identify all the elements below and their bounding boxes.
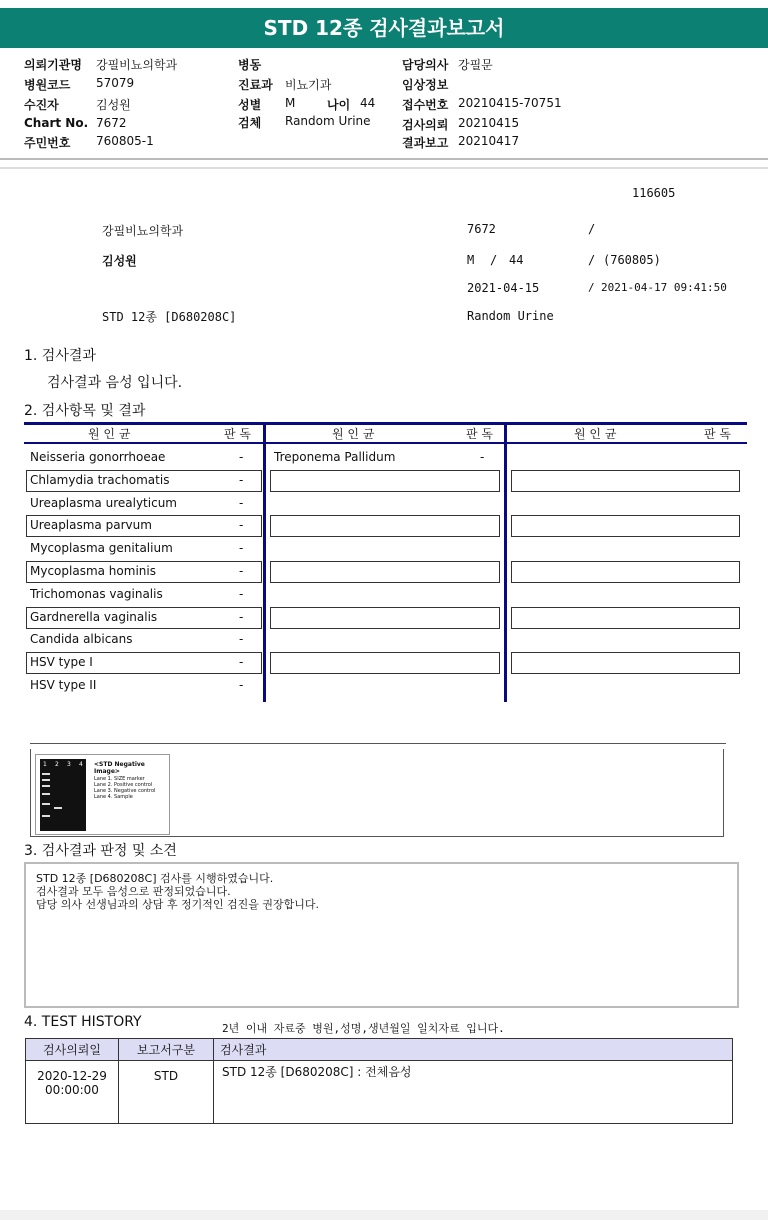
gel-band [42,815,50,817]
history-time: 00:00:00 [45,1083,99,1097]
gel-legend-item: Lane 2. Positive control [94,782,153,788]
divider [0,158,768,160]
summary-birth: (760805) [603,253,661,267]
summary-slash: / [588,281,595,294]
organism-name: Chlamydia trachomatis [30,473,170,487]
organism-result: - [239,587,244,601]
grid-border [263,425,266,702]
grid-cell-box [511,607,740,629]
header-label: 성별 [238,98,262,112]
organism-name: Ureaplasma urealyticum [30,496,177,510]
organism-result: - [239,564,244,578]
gel-band [54,807,62,809]
lane-number: 3 [67,761,71,768]
header-value: 20210417 [458,134,520,148]
lane-number: 2 [55,761,59,768]
summary-specimen: Random Urine [467,309,554,323]
gel-image-title: <STD Negative Image> [94,761,145,775]
organism-name: Candida albicans [30,632,133,646]
column-header: 원 인 균 [88,427,131,441]
header-value: 57079 [96,76,135,90]
gel-band [42,803,50,805]
section1-result: 검사결과 음성 입니다. [47,375,183,391]
summary-sex: M [467,253,475,267]
grid-cell-box [270,515,500,537]
grid-cell-box [270,607,500,629]
history-header: 보고서구분 [119,1039,214,1061]
summary-date-received: 2021-04-15 [467,281,540,295]
header-value: M [285,96,296,110]
age-label: 나이 [327,98,351,112]
judge-header: 판 독 [466,427,493,441]
summary-code: 116605 [632,186,676,200]
header-label: 결과보고 [402,136,449,150]
section2-title: 2. 검사항목 및 결과 [24,403,146,419]
organism-result: - [239,450,244,464]
header-label: 수진자 [24,98,59,112]
history-header: 검사결과 [214,1039,733,1061]
grid-cell-box [270,652,500,674]
gel-band [42,793,50,795]
organism-name: Mycoplasma hominis [30,564,156,578]
organism-result: - [239,541,244,555]
organism-result: - [239,610,244,624]
header-label: 검체 [238,116,262,130]
grid-border [24,422,747,425]
header-value: 20210415-70751 [458,96,562,110]
organism-result: - [480,450,485,464]
header-value: 강필문 [458,58,493,72]
summary-slash: / [588,253,596,267]
history-header: 검사의뢰일 [26,1039,119,1061]
summary-date-reported: 2021-04-17 09:41:50 [601,281,727,294]
history-type: STD [119,1061,214,1124]
section3-title: 3. 검사결과 판정 및 소견 [24,843,177,859]
lane-number: 1 [43,761,47,768]
header-label: 병동 [238,58,262,72]
organism-name: Gardnerella vaginalis [30,610,158,624]
grid-cell-box [511,561,740,583]
gel-band [42,779,50,781]
gel-image [35,754,170,835]
organism-result: - [239,496,244,510]
history-table [25,1038,733,1124]
organism-result: - [239,678,244,692]
organism-result: - [239,655,244,669]
judge-header: 판 독 [224,427,251,441]
grid-cell-box [270,470,500,492]
header-value: 760805-1 [96,134,154,148]
organism-name: Treponema Pallidum [274,450,396,464]
header-value: 7672 [96,116,127,130]
comment-line: STD 12종 [D680208C] 검사를 시행하였습니다. [36,872,274,885]
header-label: 병원코드 [24,78,71,92]
header-label: 담당의사 [402,58,449,72]
report-title: STD 12종 검사결과보고서 [0,8,768,48]
lane-number: 4 [79,761,83,768]
divider [30,743,726,744]
header-value: 김성원 [96,98,131,112]
header-label: 접수번호 [402,98,449,112]
judge-header: 판 독 [704,427,731,441]
gel-legend-item: Lane 4. Sample [94,794,133,800]
summary-slash: / [588,222,596,236]
age-value: 44 [360,96,376,110]
summary-chart: 7672 [467,222,496,236]
summary-test-name: STD 12종 [D680208C] [102,310,237,324]
summary-hospital: 강필비뇨의학과 [102,224,184,238]
organism-result: - [239,518,244,532]
header-label: 진료과 [238,78,273,92]
history-result: STD 12종 [D680208C] : 전체음성 [214,1061,733,1124]
header-label: 의뢰기관명 [24,58,82,72]
divider [0,167,768,169]
grid-cell-box [511,470,740,492]
organism-name: Neisseria gonorrhoeae [30,450,166,464]
gel-legend-item: Lane 3. Negative control [94,788,156,794]
organism-name: HSV type II [30,678,97,692]
organism-name: Mycoplasma genitalium [30,541,173,555]
header-value: 비뇨기과 [285,78,332,92]
grid-cell-box [511,515,740,537]
history-note: 2년 이내 자료중 병원,성명,생년월일 일치자료 입니다. [222,1022,505,1035]
comment-line: 검사결과 모두 음성으로 판정되었습니다. [36,885,231,898]
column-header: 원 인 균 [332,427,375,441]
gel-legend-item: Lane 1. SIZE marker [94,776,145,782]
summary-age: 44 [509,253,524,267]
history-date-cell [26,1061,119,1124]
header-label: 검사의뢰 [402,118,449,132]
grid-border [24,442,747,444]
column-header: 원 인 균 [574,427,617,441]
summary-name: 김성원 [102,254,137,268]
header-label: 주민번호 [24,136,71,150]
gel-band [42,785,50,787]
history-date: 2020-12-29 [37,1069,107,1083]
comment-box [24,862,739,1008]
organism-name: Trichomonas vaginalis [30,587,163,601]
table-row [26,1061,733,1124]
header-value: 20210415 [458,116,520,130]
header-label: Chart No. [24,116,89,130]
organism-result: - [239,632,244,646]
header-value: 강필비뇨의학과 [96,58,178,72]
header-label: 임상정보 [402,78,449,92]
section1-title: 1. 검사결과 [24,348,96,364]
header-value: Random Urine [285,114,371,128]
section4-title: 4. TEST HISTORY [24,1014,142,1030]
grid-border [504,425,507,702]
grid-cell-box [511,652,740,674]
gel-band [42,773,50,775]
gel-lanes [40,759,86,831]
organism-result: - [239,473,244,487]
organism-name: HSV type I [30,655,93,669]
grid-cell-box [270,561,500,583]
comment-line: 담당 의사 선생님과의 상담 후 정기적인 검진을 권장합니다. [36,898,319,911]
summary-slash: / [490,253,498,267]
organism-name: Ureaplasma parvum [30,518,152,532]
